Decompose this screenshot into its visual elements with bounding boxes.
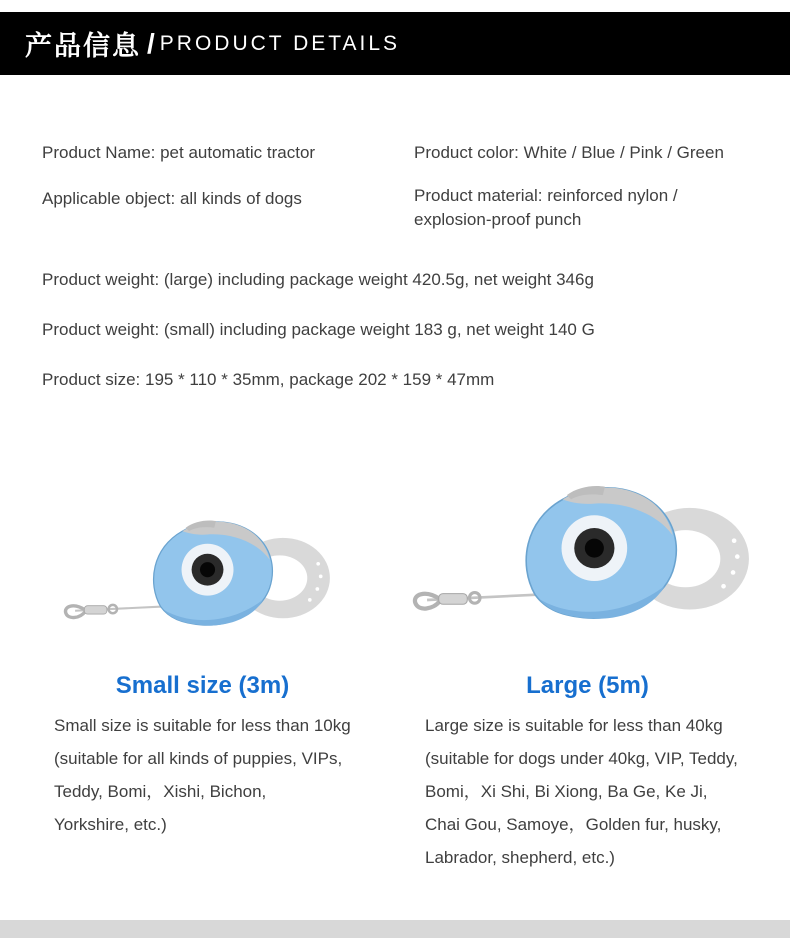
- section-header: [0, 12, 790, 75]
- description-line: Yorkshire, etc.): [54, 815, 167, 834]
- product-specs: [0, 141, 790, 392]
- header-separator: /: [147, 27, 155, 59]
- description-line: Labrador, shepherd, etc.): [425, 848, 615, 867]
- product-small-size: [10, 437, 395, 874]
- description-line: (suitable for dogs under 40kg, VIP, Teddy,: [425, 749, 738, 768]
- description-line: Bomi，Xi Shi, Bi Xiong, Ba Ge, Ke Ji,: [425, 782, 708, 801]
- spec-weight-large: Product weight: (large) including package weight 420.5g, net weight 346g: [42, 270, 594, 289]
- description-line: Chai Gou, Samoye，Golden fur, husky,: [425, 815, 722, 834]
- description-line: (suitable for all kinds of puppies, VIPs,: [54, 749, 343, 768]
- large-size-title: Large (5m): [526, 672, 649, 699]
- large-leash-image-wrap: [395, 437, 780, 652]
- small-leash-image-wrap: [10, 437, 395, 652]
- spec-weight-small: Product weight: (small) including package weight 183 g, net weight 140 G: [42, 320, 595, 339]
- header-title-zh: 产品信息: [25, 31, 141, 61]
- large-leash-image: [408, 440, 768, 652]
- description-line: Large size is suitable for less than 40kg: [425, 716, 723, 735]
- large-size-description: [395, 709, 738, 874]
- spec-applicable-object: Applicable object: all kinds of dogs: [42, 189, 302, 208]
- size-comparison: [0, 437, 790, 874]
- description-line: Teddy, Bomi，Xishi, Bichon,: [54, 782, 267, 801]
- spec-product-name: Product Name: pet automatic tractor: [42, 143, 316, 162]
- bottom-divider-bar: [0, 920, 790, 938]
- small-leash-image: [60, 484, 345, 652]
- specs-grid: [42, 141, 760, 232]
- description-line: Small size is suitable for less than 10kg: [54, 716, 351, 735]
- small-size-description: [10, 709, 351, 841]
- spec-product-size: Product size: 195 * 110 * 35mm, package 202 * 159 * 47mm: [42, 370, 495, 389]
- product-large-size: [395, 437, 780, 874]
- small-size-title: Small size (3m): [115, 672, 290, 699]
- header-title-en: PRODUCT DETAILS: [159, 31, 401, 55]
- spec-product-color: Product color: White / Blue / Pink / Green: [414, 143, 724, 162]
- spec-product-material: Product material: reinforced nylon / explosion-proof punch: [414, 186, 678, 229]
